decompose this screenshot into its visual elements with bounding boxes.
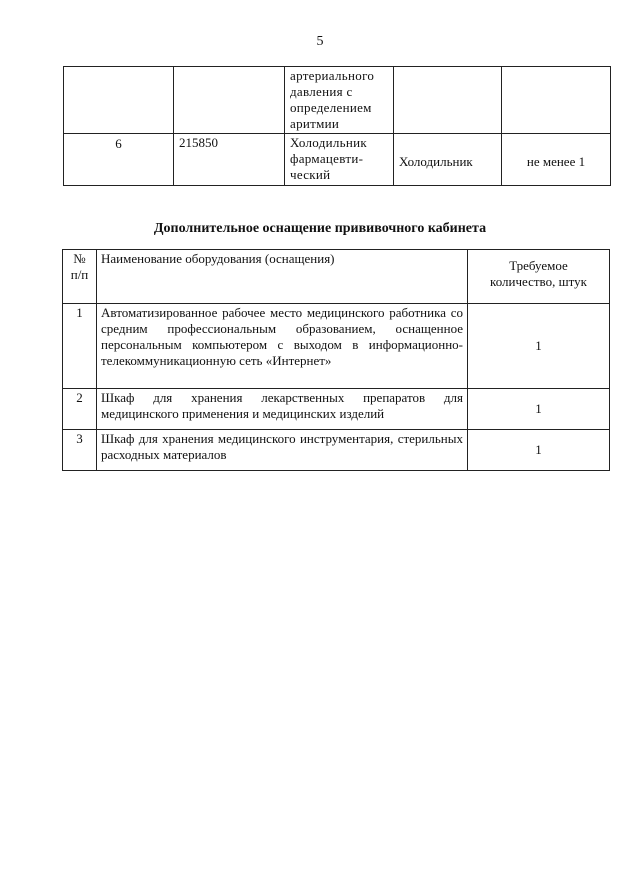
section-title: Дополнительное оснащение прививочного кабинета — [153, 221, 487, 236]
table-header-row — [63, 250, 610, 304]
header-quantity-line: количество, штук — [490, 274, 587, 289]
header-quantity-line: Требуемое — [509, 258, 568, 273]
quantity-cell: 1 — [468, 389, 610, 430]
equipment-name-cell: Шкаф для хранения лекарственных препаратов для медицинского применения и медицинских изделий — [97, 389, 468, 430]
name-line: давления с — [290, 84, 353, 99]
code-cell: 215850 — [174, 134, 285, 186]
equipment-table — [63, 66, 611, 186]
quantity-cell — [502, 67, 611, 134]
header-number-line: № — [73, 251, 86, 266]
type-cell: Холодильник — [394, 134, 502, 186]
table-row — [63, 389, 610, 430]
table-row — [63, 430, 610, 471]
row-number-cell: 2 — [63, 389, 97, 430]
quantity-cell: не менее 1 — [502, 134, 611, 186]
name-line: аритмии — [290, 116, 340, 131]
device-name-cell — [285, 134, 394, 186]
quantity-cell: 1 — [468, 304, 610, 389]
row-number-cell — [64, 67, 174, 134]
name-line: определением — [290, 100, 372, 115]
device-name-cell — [285, 67, 394, 134]
name-line: артериального — [290, 68, 375, 83]
code-cell — [174, 67, 285, 134]
page-number: 5 — [316, 34, 324, 49]
quantity-cell: 1 — [468, 430, 610, 471]
type-cell — [394, 67, 502, 134]
name-line: ческий — [290, 167, 331, 182]
table-row — [63, 304, 610, 389]
name-line: Холодильник — [290, 135, 368, 150]
header-number — [63, 250, 97, 304]
name-line: фармацевти- — [290, 151, 364, 166]
equipment-name-cell: Шкаф для хранения медицинского инструментария, стерильных расходных материалов — [97, 430, 468, 471]
table-row — [64, 134, 611, 186]
additional-equipment-table — [62, 249, 610, 471]
row-number-cell: 3 — [63, 430, 97, 471]
header-name: Наименование оборудования (оснащения) — [97, 250, 468, 304]
table-row — [64, 67, 611, 134]
equipment-name-cell: Автоматизированное рабочее место медицинского работника со средним профессиональным образованием, оснащенное персональным компьютером с выходом в информационно-телекоммуникационную сеть «Интернет» — [97, 304, 468, 389]
header-number-line: п/п — [70, 267, 89, 282]
header-quantity — [468, 250, 610, 304]
row-number-cell: 1 — [63, 304, 97, 389]
row-number-cell: 6 — [64, 134, 174, 186]
